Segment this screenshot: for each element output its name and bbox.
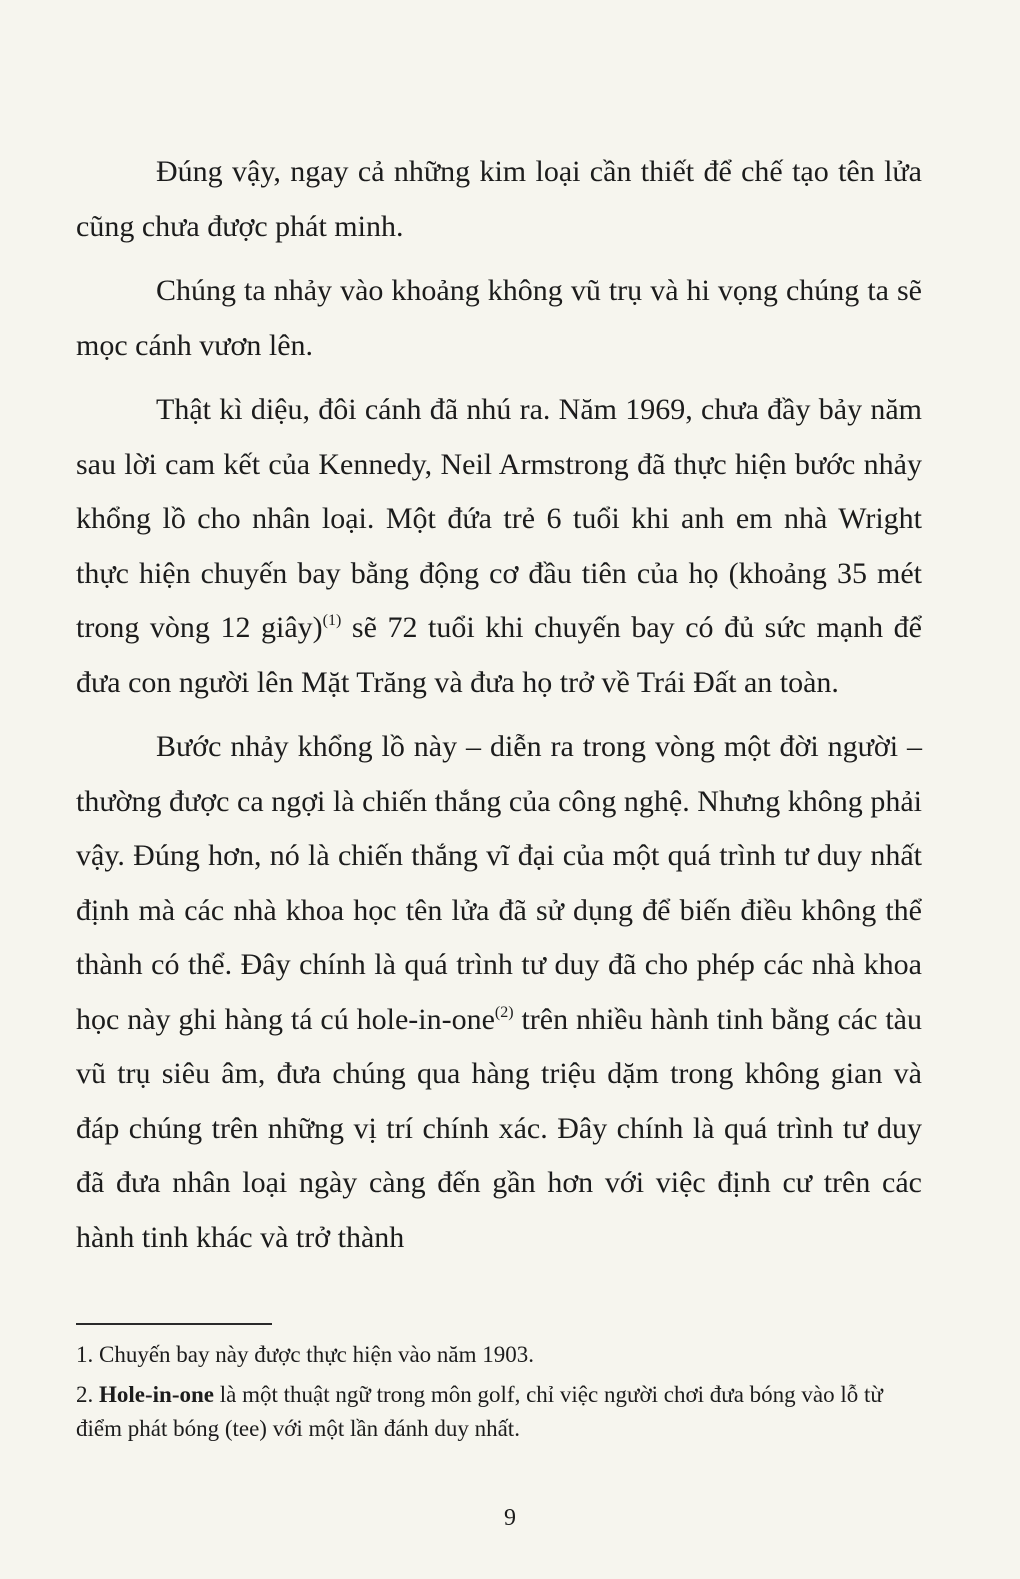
footnote-divider <box>76 1323 272 1325</box>
paragraph-4-text-b: trên nhiều hành tinh bằng các tàu vũ trụ siêu âm, đưa chúng qua hàng triệu dặm trong không gian và đáp chúng trên những vị trí chính xác. Đây chính là quá trình tư duy đã đưa nhân loại ngày càng đến gần hơn với việc định cư trên các hành tinh khác và trở thành <box>76 1002 922 1254</box>
paragraph-4 <box>76 720 922 1265</box>
footnote-ref-1: (1) <box>322 612 342 629</box>
footnote-2-text: là một thuật ngữ trong môn golf, chỉ việc người chơi đưa bóng vào lỗ từ điểm phát bóng (tee) với một lần đánh duy nhất. <box>76 1382 883 1441</box>
footnote-1: 1. Chuyến bay này được thực hiện vào năm 1903. <box>76 1342 535 1367</box>
paragraph-1-text: Đúng vậy, ngay cả những kim loại cần thiết để chế tạo tên lửa cũng chưa được phát minh. <box>76 155 922 243</box>
footnote-2-number: 2. <box>76 1382 99 1407</box>
footnote-2-term: Hole-in-one <box>99 1382 214 1407</box>
paragraph-1 <box>76 145 922 254</box>
paragraph-4-text-a: Bước nhảy khổng lồ này – diễn ra trong vòng một đời người – thường được ca ngợi là chiến thắng của công nghệ. Nhưng không phải vậy. Đúng hơn, nó là chiến thắng vĩ đại của một quá trình tư duy nhất định mà các nhà khoa học tên lửa đã sử dụng để biến điều không thể thành có thể. Đây chính là quá trình tư duy đã cho phép các nhà khoa học này ghi hàng tá cú hole-in-one <box>76 730 922 1036</box>
paragraph-2 <box>76 264 922 373</box>
paragraph-3-text-a: Thật kì diệu, đôi cánh đã nhú ra. Năm 1969, chưa đầy bảy năm sau lời cam kết của Kennedy, Neil Armstrong đã thực hiện bước nhảy khổng lồ cho nhân loại. Một đứa trẻ 6 tuổi khi anh em nhà Wright thực hiện chuyến bay bằng động cơ đầu tiên của họ (khoảng 35 mét trong vòng 12 giây) <box>76 393 922 644</box>
footnotes <box>76 1338 922 1452</box>
page-number: 9 <box>504 1505 516 1531</box>
paragraph-3-text-b: sẽ 72 tuổi khi chuyến bay có đủ sức mạnh để đưa con người lên Mặt Trăng và đưa họ trở về Trái Đất an toàn. <box>76 611 923 699</box>
footnote-2 <box>76 1378 922 1446</box>
paragraph-2-text: Chúng ta nhảy vào khoảng không vũ trụ và hi vọng chúng ta sẽ mọc cánh vươn lên. <box>76 274 922 362</box>
footnote-ref-2: (2) <box>494 1003 514 1021</box>
paragraph-3 <box>76 383 922 710</box>
body-text <box>76 145 922 1265</box>
